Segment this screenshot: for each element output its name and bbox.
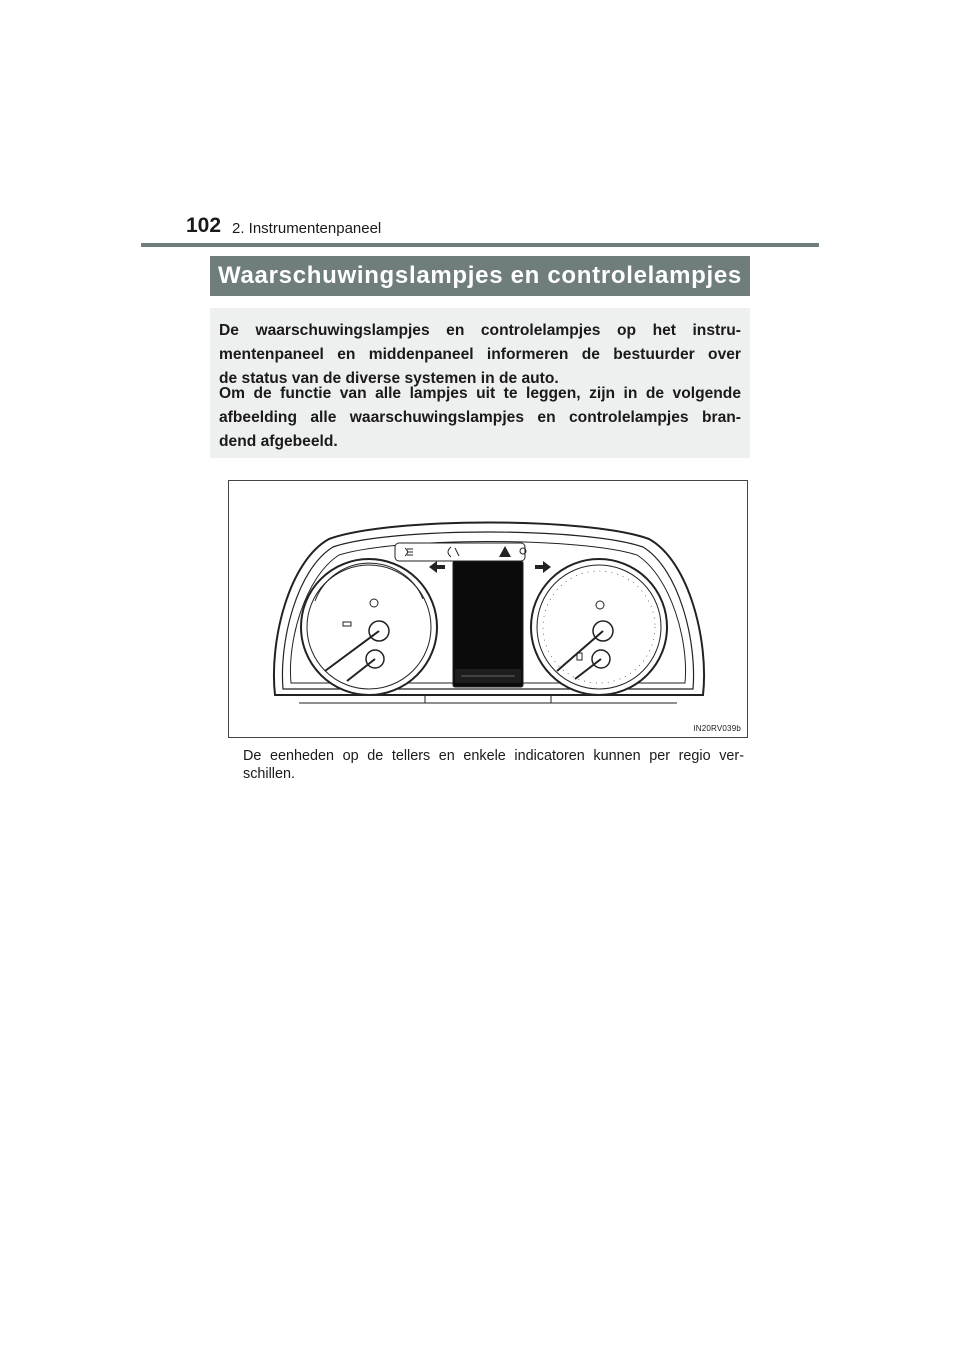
figure-code: IN20RV039b [693, 724, 741, 733]
header-rule [141, 243, 819, 247]
intro-line: De waarschuwingslampjes en controlelampjes op het instru- [219, 322, 741, 339]
turn-left-arrow-icon [429, 561, 445, 573]
section-title: Waarschuwingslampjes en controlelampjes [210, 256, 750, 296]
intro-line: Om de functie van alle lampjes uit te leggen, zijn in de volgende [219, 385, 741, 402]
turn-right-arrow-icon [535, 561, 551, 573]
page-number: 102 [186, 214, 222, 237]
intro-line: de status van de diverse systemen in de auto. [219, 370, 559, 387]
note-line: schillen. [243, 766, 295, 782]
instrument-panel-figure [228, 480, 748, 738]
note-line: De eenheden op de tellers en enkele indicatoren kunnen per regio ver- [243, 748, 744, 764]
instrument-cluster-illustration [229, 481, 747, 737]
intro-line: mentenpaneel en middenpaneel informeren de bestuurder over [219, 346, 741, 363]
intro-line: afbeelding alle waarschuwingslampjes en controlelampjes bran- [219, 409, 741, 426]
chapter-title: 2. Instrumentenpaneel [232, 220, 382, 237]
intro-line: dend afgebeeld. [219, 433, 338, 450]
